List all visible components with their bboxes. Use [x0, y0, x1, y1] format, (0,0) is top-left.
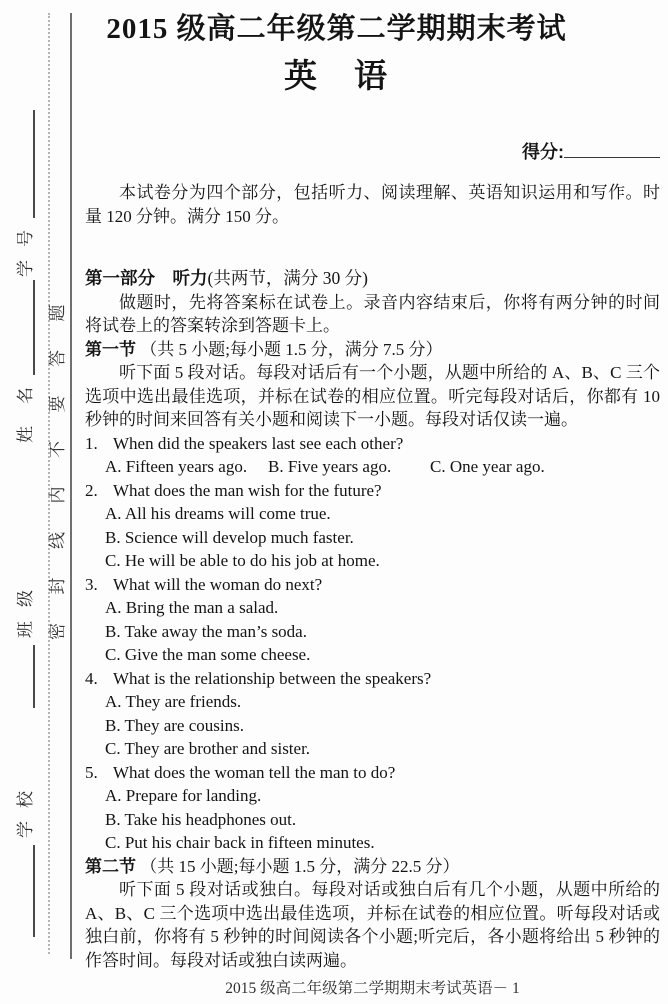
option-b: B. Take away the man’s soda.	[105, 621, 307, 641]
school-label: 学校	[16, 778, 35, 838]
section2-heading-paren: （共 15 小题;每小题 1.5 分，满分 22.5 分）	[140, 856, 460, 876]
question-text: What does the man wish for the future?	[113, 480, 382, 500]
question-1	[85, 432, 660, 456]
option-b: B. Take his headphones out.	[105, 809, 297, 829]
subject-title: 英 语	[284, 59, 389, 95]
question-2	[85, 479, 660, 503]
question-text: What will the woman do next?	[113, 574, 323, 594]
student-id-blank-line	[33, 110, 35, 218]
question-4-options	[85, 690, 660, 761]
question-3-options	[85, 596, 660, 667]
part1-heading	[85, 267, 660, 291]
option-a: A. Bring the man a salad.	[105, 598, 279, 617]
question-5	[85, 761, 660, 785]
page-title: 2015 级高二年级第二学期期末考试	[106, 13, 567, 45]
option-c: C. He will be able to do his job at home.	[105, 551, 380, 570]
section1-instructions: 听下面 5 段对话。每段对话后有一个小题，从题中所给的 A、B、C 三个选项中选出最佳选项，并标在试卷的相应位置。听完每段对话后，你都有 10 秒钟的时间来回答有关小题和阅读下一小题。每段对话仅读一遍。	[85, 363, 660, 429]
exam-page	[85, 0, 660, 1001]
seal-solid-line	[70, 13, 72, 959]
question-text: When did the speakers last see each other?	[113, 433, 404, 453]
question-3	[85, 573, 660, 597]
option-a: A. All his dreams will come true.	[105, 504, 331, 523]
school-blank-line	[33, 845, 35, 937]
score-blank	[564, 139, 660, 158]
option-c: C. Put his chair back in fifteen minutes.	[105, 833, 375, 852]
seal-warning-text: 密封线内不要答题	[48, 276, 67, 640]
score-row	[85, 139, 660, 164]
option-c: C. Give the man some cheese.	[105, 645, 311, 664]
section2-heading-label: 第二节	[85, 856, 136, 876]
question-text: What does the woman tell the man to do?	[113, 762, 396, 782]
part1-heading-paren: (共两节，满分 30 分)	[207, 268, 368, 288]
student-name-blank-line	[33, 280, 35, 375]
part1-instructions: 做题时，先将答案标在试卷上。录音内容结束后，你将有两分钟的时间将试卷上的答案转涂到答题卡上。	[85, 292, 660, 335]
question-4	[85, 667, 660, 691]
section1-heading-label: 第一节	[85, 339, 136, 359]
page-footer: 2015 级高二年级第二学期期末考试英语－ 1	[225, 980, 520, 997]
section2-heading	[85, 855, 660, 879]
option-c: C. One year ago.	[430, 457, 545, 476]
option-c: C. They are brother and sister.	[105, 739, 311, 758]
question-1-options	[85, 455, 660, 479]
question-number: 5.	[85, 762, 98, 782]
option-b: B. Five years ago.	[268, 457, 392, 476]
option-b: B. They are cousins.	[105, 715, 244, 735]
option-a: A. They are friends.	[105, 692, 242, 711]
score-label: 得分:	[522, 142, 564, 162]
student-id-label: 学号	[16, 217, 35, 277]
question-text: What is the relationship between the speakers?	[113, 668, 432, 688]
section1-heading-paren: （共 5 小题;每小题 1.5 分，满分 7.5 分）	[140, 339, 443, 359]
question-5-options	[85, 784, 660, 855]
part1-heading-label: 第一部分 听力	[85, 268, 208, 288]
question-number: 1.	[85, 433, 98, 453]
exam-intro: 本试卷分为四个部分，包括听力、阅读理解、英语知识运用和写作。时量 120 分钟。满分 150 分。	[85, 183, 660, 226]
option-a: A. Prepare for landing.	[105, 786, 262, 805]
option-a: A. Fifteen years ago.	[105, 457, 248, 476]
section2-instructions: 听下面 5 段对话或独白。每段对话或独白后有几个小题，从题中所给的 A、B、C 三个选项中选出最佳选项，并标在试卷的相应位置。听每段对话或独白前，你将有 5 秒钟的时间阅读各个小题;听完后，各小题将给出 5 秒钟的作答时间。每段对话或独白读两遍。	[85, 880, 661, 970]
class-blank-line	[33, 645, 35, 708]
section1-heading	[85, 338, 660, 362]
option-b: B. Science will develop much faster.	[105, 527, 354, 547]
question-number: 3.	[85, 574, 98, 594]
question-2-options	[85, 502, 660, 573]
question-number: 2.	[85, 480, 98, 500]
question-number: 4.	[85, 668, 98, 688]
student-name-label: 姓名	[16, 365, 35, 443]
class-label: 班级	[16, 576, 35, 638]
